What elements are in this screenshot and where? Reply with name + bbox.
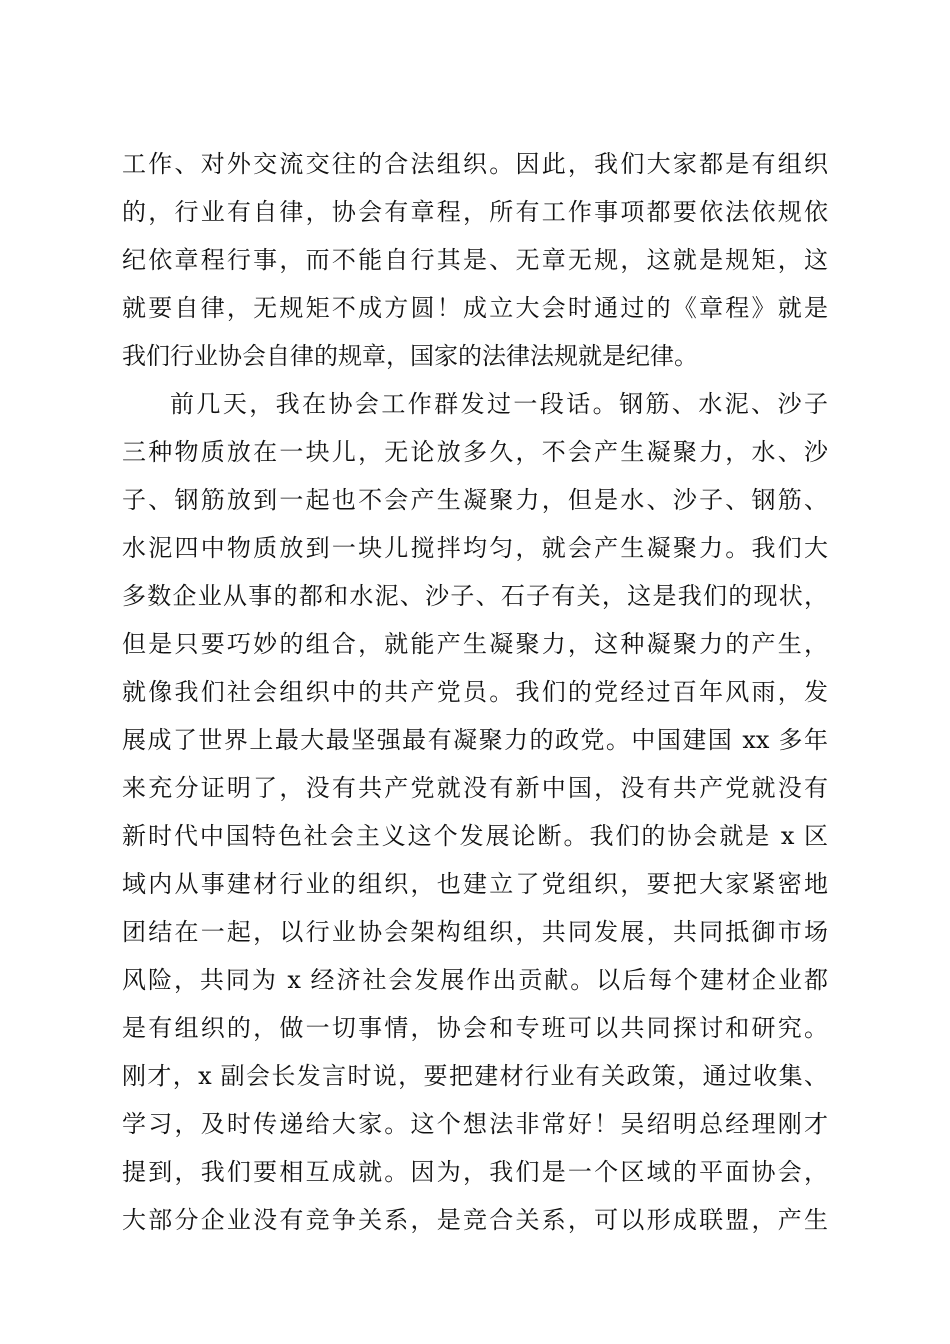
text-line: 大部分企业没有竞争关系，是竞合关系，可以形成联盟，产生	[122, 1206, 828, 1234]
text-line: 工作、对外交流交往的合法组织。因此，我们大家都是有组织	[122, 150, 828, 178]
text-line: 来充分证明了，没有共产党就没有新中国，没有共产党就没有	[122, 774, 828, 802]
text-line: 但是只要巧妙的组合，就能产生凝聚力，这种凝聚力的产生，	[122, 630, 828, 658]
paragraph-start-line: 前几天，我在协会工作群发过一段话。钢筋、水泥、沙子	[170, 390, 828, 418]
text-line: 展成了世界上最大最坚强最有凝聚力的政党。中国建国 xx 多年	[122, 726, 828, 754]
text-line: 就像我们社会组织中的共产党员。我们的党经过百年风雨，发	[122, 678, 828, 706]
text-line: 团结在一起，以行业协会架构组织，共同发展，共同抵御市场	[122, 918, 828, 946]
text-line: 新时代中国特色社会主义这个发展论断。我们的协会就是 x 区	[122, 822, 828, 850]
text-line: 水泥四中物质放到一块儿搅拌均匀，就会产生凝聚力。我们大	[122, 534, 828, 562]
text-line: 提到，我们要相互成就。因为，我们是一个区域的平面协会，	[122, 1158, 828, 1186]
text-line: 刚才，x 副会长发言时说，要把建材行业有关政策，通过收集、	[122, 1062, 828, 1090]
text-line: 三种物质放在一块儿，无论放多久，不会产生凝聚力，水、沙	[122, 438, 828, 466]
text-line: 多数企业从事的都和水泥、沙子、石子有关，这是我们的现状，	[122, 582, 828, 610]
text-line: 域内从事建材行业的组织，也建立了党组织，要把大家紧密地	[122, 870, 828, 898]
text-line: 学习，及时传递给大家。这个想法非常好！吴绍明总经理刚才	[122, 1110, 828, 1138]
text-line: 我们行业协会自律的规章，国家的法律法规就是纪律。	[122, 342, 698, 370]
text-line: 风险，共同为 x 经济社会发展作出贡献。以后每个建材企业都	[122, 966, 828, 994]
text-line: 就要自律，无规矩不成方圆！成立大会时通过的《章程》就是	[122, 294, 828, 322]
body-text	[122, 140, 828, 1244]
text-line: 是有组织的，做一切事情，协会和专班可以共同探讨和研究。	[122, 1014, 828, 1042]
text-line: 子、钢筋放到一起也不会产生凝聚力，但是水、沙子、钢筋、	[122, 486, 828, 514]
text-line: 纪依章程行事，而不能自行其是、无章无规，这就是规矩，这	[122, 246, 828, 274]
text-line: 的，行业有自律，协会有章程，所有工作事项都要依法依规依	[122, 198, 828, 226]
